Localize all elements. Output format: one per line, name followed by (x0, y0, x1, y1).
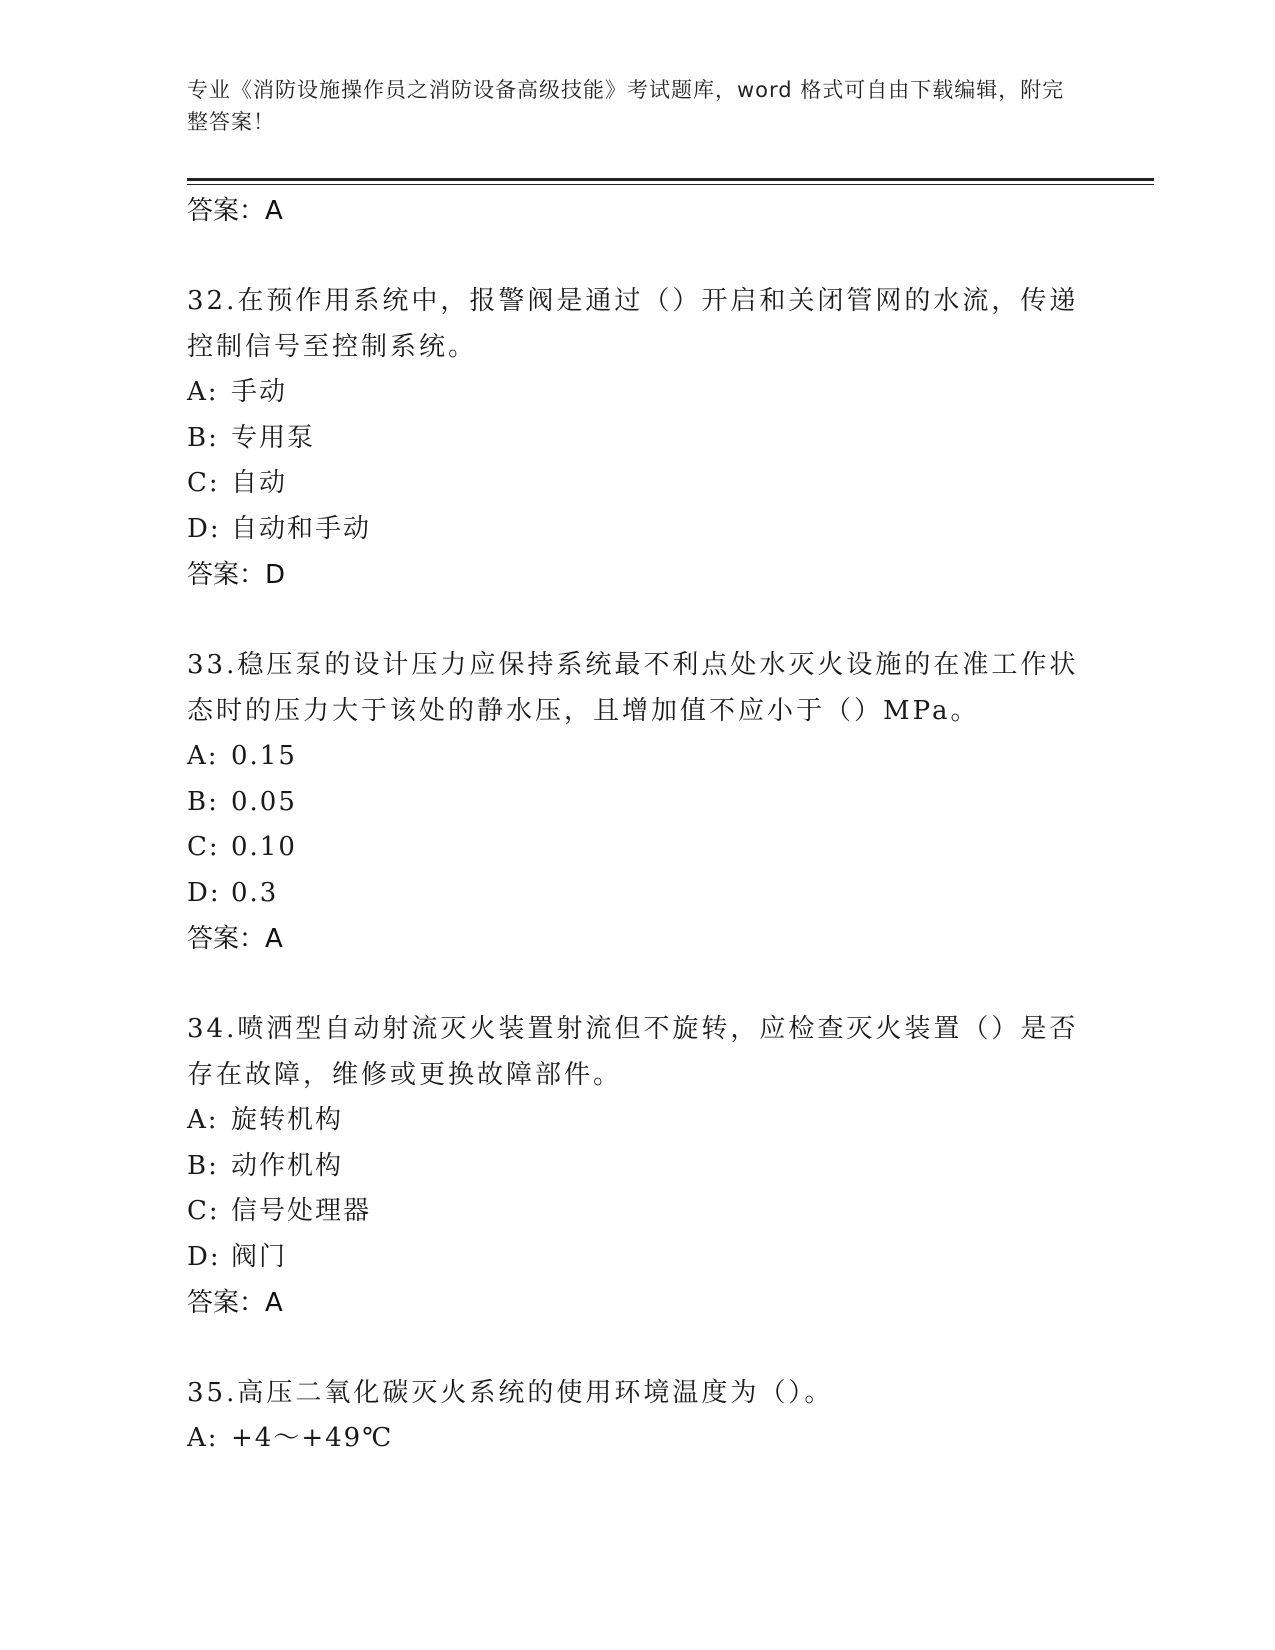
option-key: D: (187, 1241, 221, 1272)
option-text: 自动和手动 (231, 513, 372, 544)
option-a (187, 1098, 1087, 1144)
answer-line: 答案：D (187, 560, 286, 590)
option-text: 动作机构 (231, 1150, 344, 1181)
option-key: A: (187, 1105, 219, 1135)
answer-line: 答案：A (187, 196, 283, 226)
option-key: C: (187, 468, 220, 498)
option-b (187, 416, 1087, 462)
option-key: A: (187, 377, 219, 407)
question-item (187, 642, 1087, 962)
option-key: B: (187, 1150, 219, 1181)
option-key: C: (187, 1196, 220, 1226)
question-list (187, 188, 1087, 1462)
option-d (187, 1235, 1087, 1281)
option-d (187, 871, 1087, 917)
option-text: 0.15 (231, 741, 297, 771)
option-key: A: (187, 741, 219, 771)
option-text: 旋转机构 (231, 1105, 344, 1135)
option-key: B: (187, 786, 219, 817)
answer-line: 答案：A (187, 1288, 283, 1318)
option-b (187, 1144, 1087, 1190)
option-text: 0.10 (231, 832, 297, 862)
option-text: 信号处理器 (231, 1196, 372, 1226)
option-key: D: (187, 513, 221, 544)
option-c (187, 1189, 1087, 1235)
option-key: A: (187, 1423, 219, 1453)
header-divider-thick (187, 178, 1154, 181)
option-a (187, 1416, 1087, 1462)
question-text: 33.稳压泵的设计压力应保持系统最不利点处水灭火设施的在准工作状态时的压力大于该处的静水压，且增加值不应小于（）MPa。 (187, 650, 1079, 726)
option-c (187, 461, 1087, 507)
question-item (187, 1006, 1087, 1326)
option-a (187, 734, 1087, 780)
option-text: 自动 (231, 468, 288, 498)
option-text: 专用泵 (231, 422, 316, 453)
option-key: D: (187, 877, 221, 908)
question-text: 34.喷洒型自动射流灭火装置射流但不旋转，应检查灭火装置（）是否存在故障，维修或更换故障部件。 (187, 1014, 1079, 1090)
question-item (187, 1370, 1087, 1462)
option-b (187, 780, 1087, 826)
option-d (187, 507, 1087, 553)
header-divider-thin (187, 184, 1154, 185)
option-key: C: (187, 832, 220, 862)
option-key: B: (187, 422, 219, 453)
option-text: 0.3 (231, 877, 279, 908)
question-text: 35.高压二氧化碳灭火系统的使用环境温度为（）。 (187, 1378, 834, 1408)
option-text: 0.05 (231, 786, 297, 817)
option-a (187, 370, 1087, 416)
question-text: 32.在预作用系统中，报警阀是通过（）开启和关闭管网的水流，传递控制信号至控制系统。 (187, 286, 1079, 362)
question-item (187, 278, 1087, 598)
header-note: 专业《消防设施操作员之消防设备高级技能》考试题库，word 格式可自由下载编辑，附完整答案！ (187, 78, 1065, 134)
option-text: 手动 (231, 377, 288, 407)
option-text: +4～+49℃ (231, 1423, 394, 1453)
answer-line: 答案：A (187, 924, 283, 954)
option-text: 阀门 (231, 1241, 288, 1272)
option-c (187, 825, 1087, 871)
